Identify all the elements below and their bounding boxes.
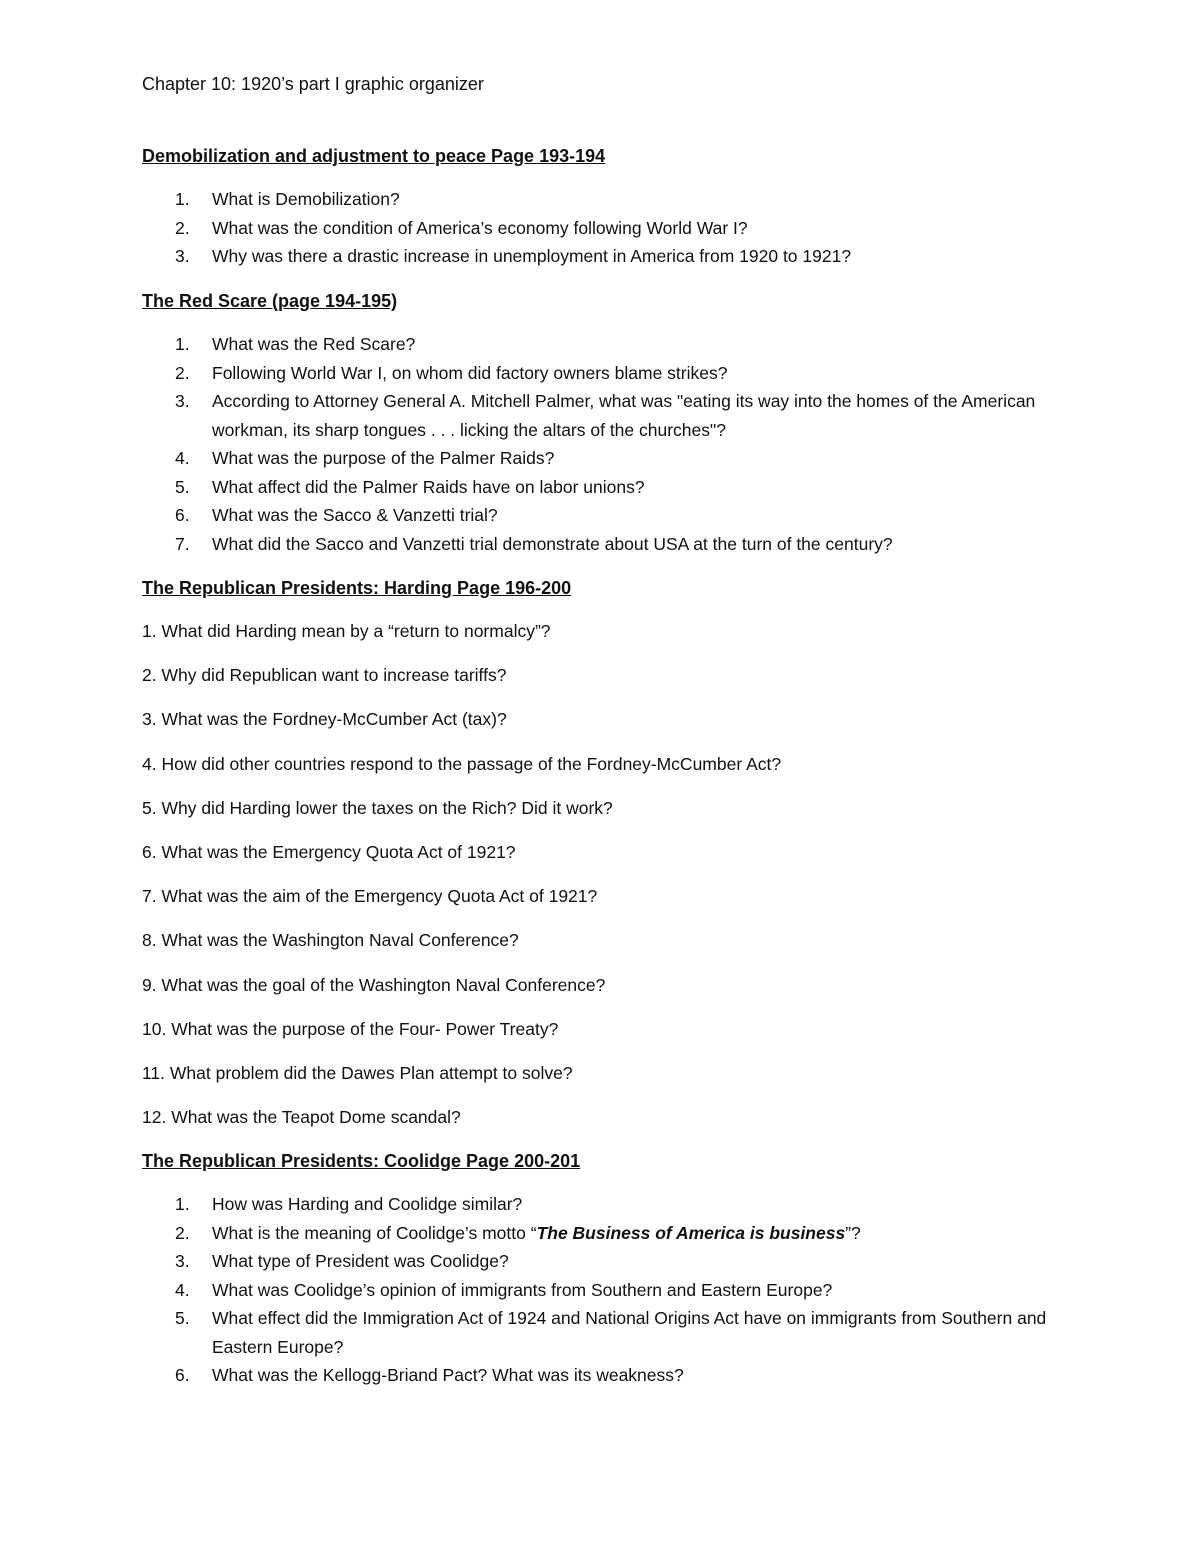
document-title: Chapter 10: 1920’s part I graphic organizer (142, 74, 484, 94)
list-item (142, 501, 1062, 530)
list-item: 8. What was the Washington Naval Conference? (142, 930, 519, 951)
section-red-scare (142, 288, 1062, 558)
list-item (142, 214, 1062, 243)
question-number: 1. (175, 189, 190, 209)
list-item (142, 530, 1062, 559)
question-text: Why was there a drastic increase in unemployment in America from 1920 to 1921? (212, 246, 852, 266)
question-list (142, 330, 1062, 558)
list-item (142, 242, 1062, 271)
list-item (142, 444, 1062, 473)
question-text: What is Demobilization? (212, 189, 400, 209)
list-item: 11. What problem did the Dawes Plan attempt to solve? (142, 1062, 573, 1083)
list-item (142, 473, 1062, 502)
question-text: According to Attorney General A. Mitchell Palmer, what was "eating its way into the homes of the American workman, its sharp tongues . . . licking the altars of the churches"? (212, 391, 1036, 440)
question-text: What was the Red Scare? (212, 334, 416, 354)
question-list (142, 185, 1062, 271)
question-list (142, 1190, 1062, 1390)
question-list (142, 617, 1062, 1147)
list-item (142, 1219, 1062, 1248)
list-item: 3. What was the Fordney-McCumber Act (tax)? (142, 709, 507, 730)
question-number: 2. (175, 1222, 190, 1243)
list-item: 6. What was the Emergency Quota Act of 1921? (142, 841, 516, 862)
question-text: What affect did the Palmer Raids have on labor unions? (212, 476, 645, 497)
question-text: What was the purpose of the Palmer Raids? (212, 448, 555, 468)
section-heading: Demobilization and adjustment to peace Page 193-194 (142, 146, 606, 166)
question-text: How was Harding and Coolidge similar? (212, 1194, 523, 1214)
question-text: What did the Sacco and Vanzetti trial demonstrate about USA at the turn of the century? (212, 533, 893, 554)
section-harding (142, 575, 1062, 1147)
list-item: 10. What was the purpose of the Four- Power Treaty? (142, 1018, 559, 1039)
list-item: 4. How did other countries respond to the passage of the Fordney-McCumber Act? (142, 753, 782, 774)
question-text: What was Coolidge’s opinion of immigrants from Southern and Eastern Europe? (212, 1279, 833, 1300)
question-text-post: ”? (845, 1222, 861, 1243)
question-text-pre: What is the meaning of Coolidge’s motto “ (212, 1222, 537, 1243)
question-number: 4. (175, 448, 190, 468)
list-item: 7. What was the aim of the Emergency Quota Act of 1921? (142, 886, 598, 907)
question-text: What was the Kellogg-Briand Pact? What was its weakness? (212, 1365, 684, 1385)
list-item (142, 359, 1062, 388)
list-item (142, 1304, 1062, 1361)
list-item (142, 185, 1062, 214)
question-number: 7. (175, 533, 190, 554)
list-item: 2. Why did Republican want to increase tariffs? (142, 665, 507, 686)
question-number: 5. (175, 476, 190, 497)
question-text: What effect did the Immigration Act of 1924 and National Origins Act have on immigrants from Southern and Eastern Europe? (212, 1308, 1047, 1357)
section-heading: The Republican Presidents: Coolidge Page 200-201 (142, 1151, 581, 1171)
question-number: 3. (175, 1251, 190, 1271)
question-text: What was the Sacco & Vanzetti trial? (212, 505, 498, 525)
list-item: 1. What did Harding mean by a “return to normalcy”? (142, 621, 551, 641)
question-text (212, 1219, 1062, 1248)
question-number: 6. (175, 505, 190, 525)
question-number: 2. (175, 362, 190, 383)
question-number: 2. (175, 217, 190, 238)
list-item: 12. What was the Teapot Dome scandal? (142, 1107, 461, 1128)
question-number: 1. (175, 334, 190, 354)
question-number: 3. (175, 391, 190, 411)
section-heading: The Red Scare (page 194-195) (142, 291, 398, 311)
list-item: 9. What was the goal of the Washington Naval Conference? (142, 974, 606, 995)
list-item (142, 1247, 1062, 1276)
question-number: 5. (175, 1308, 190, 1328)
section-heading: The Republican Presidents: Harding Page 196-200 (142, 578, 572, 598)
list-item (142, 1190, 1062, 1219)
motto-emphasis: The Business of America is business (536, 1222, 846, 1243)
question-number: 3. (175, 246, 190, 266)
question-number: 1. (175, 1194, 190, 1214)
section-coolidge (142, 1148, 1062, 1390)
list-item (142, 330, 1062, 359)
list-item (142, 1276, 1062, 1305)
question-number: 4. (175, 1279, 190, 1300)
question-text: What was the condition of America’s economy following World War I? (212, 217, 748, 238)
list-item: 5. Why did Harding lower the taxes on the Rich? Did it work? (142, 797, 613, 818)
question-text: What type of President was Coolidge? (212, 1251, 509, 1271)
question-number: 6. (175, 1365, 190, 1385)
section-demobilization (142, 143, 1062, 271)
list-item (142, 387, 1062, 444)
list-item (142, 1361, 1062, 1390)
question-text: Following World War I, on whom did factory owners blame strikes? (212, 362, 728, 383)
